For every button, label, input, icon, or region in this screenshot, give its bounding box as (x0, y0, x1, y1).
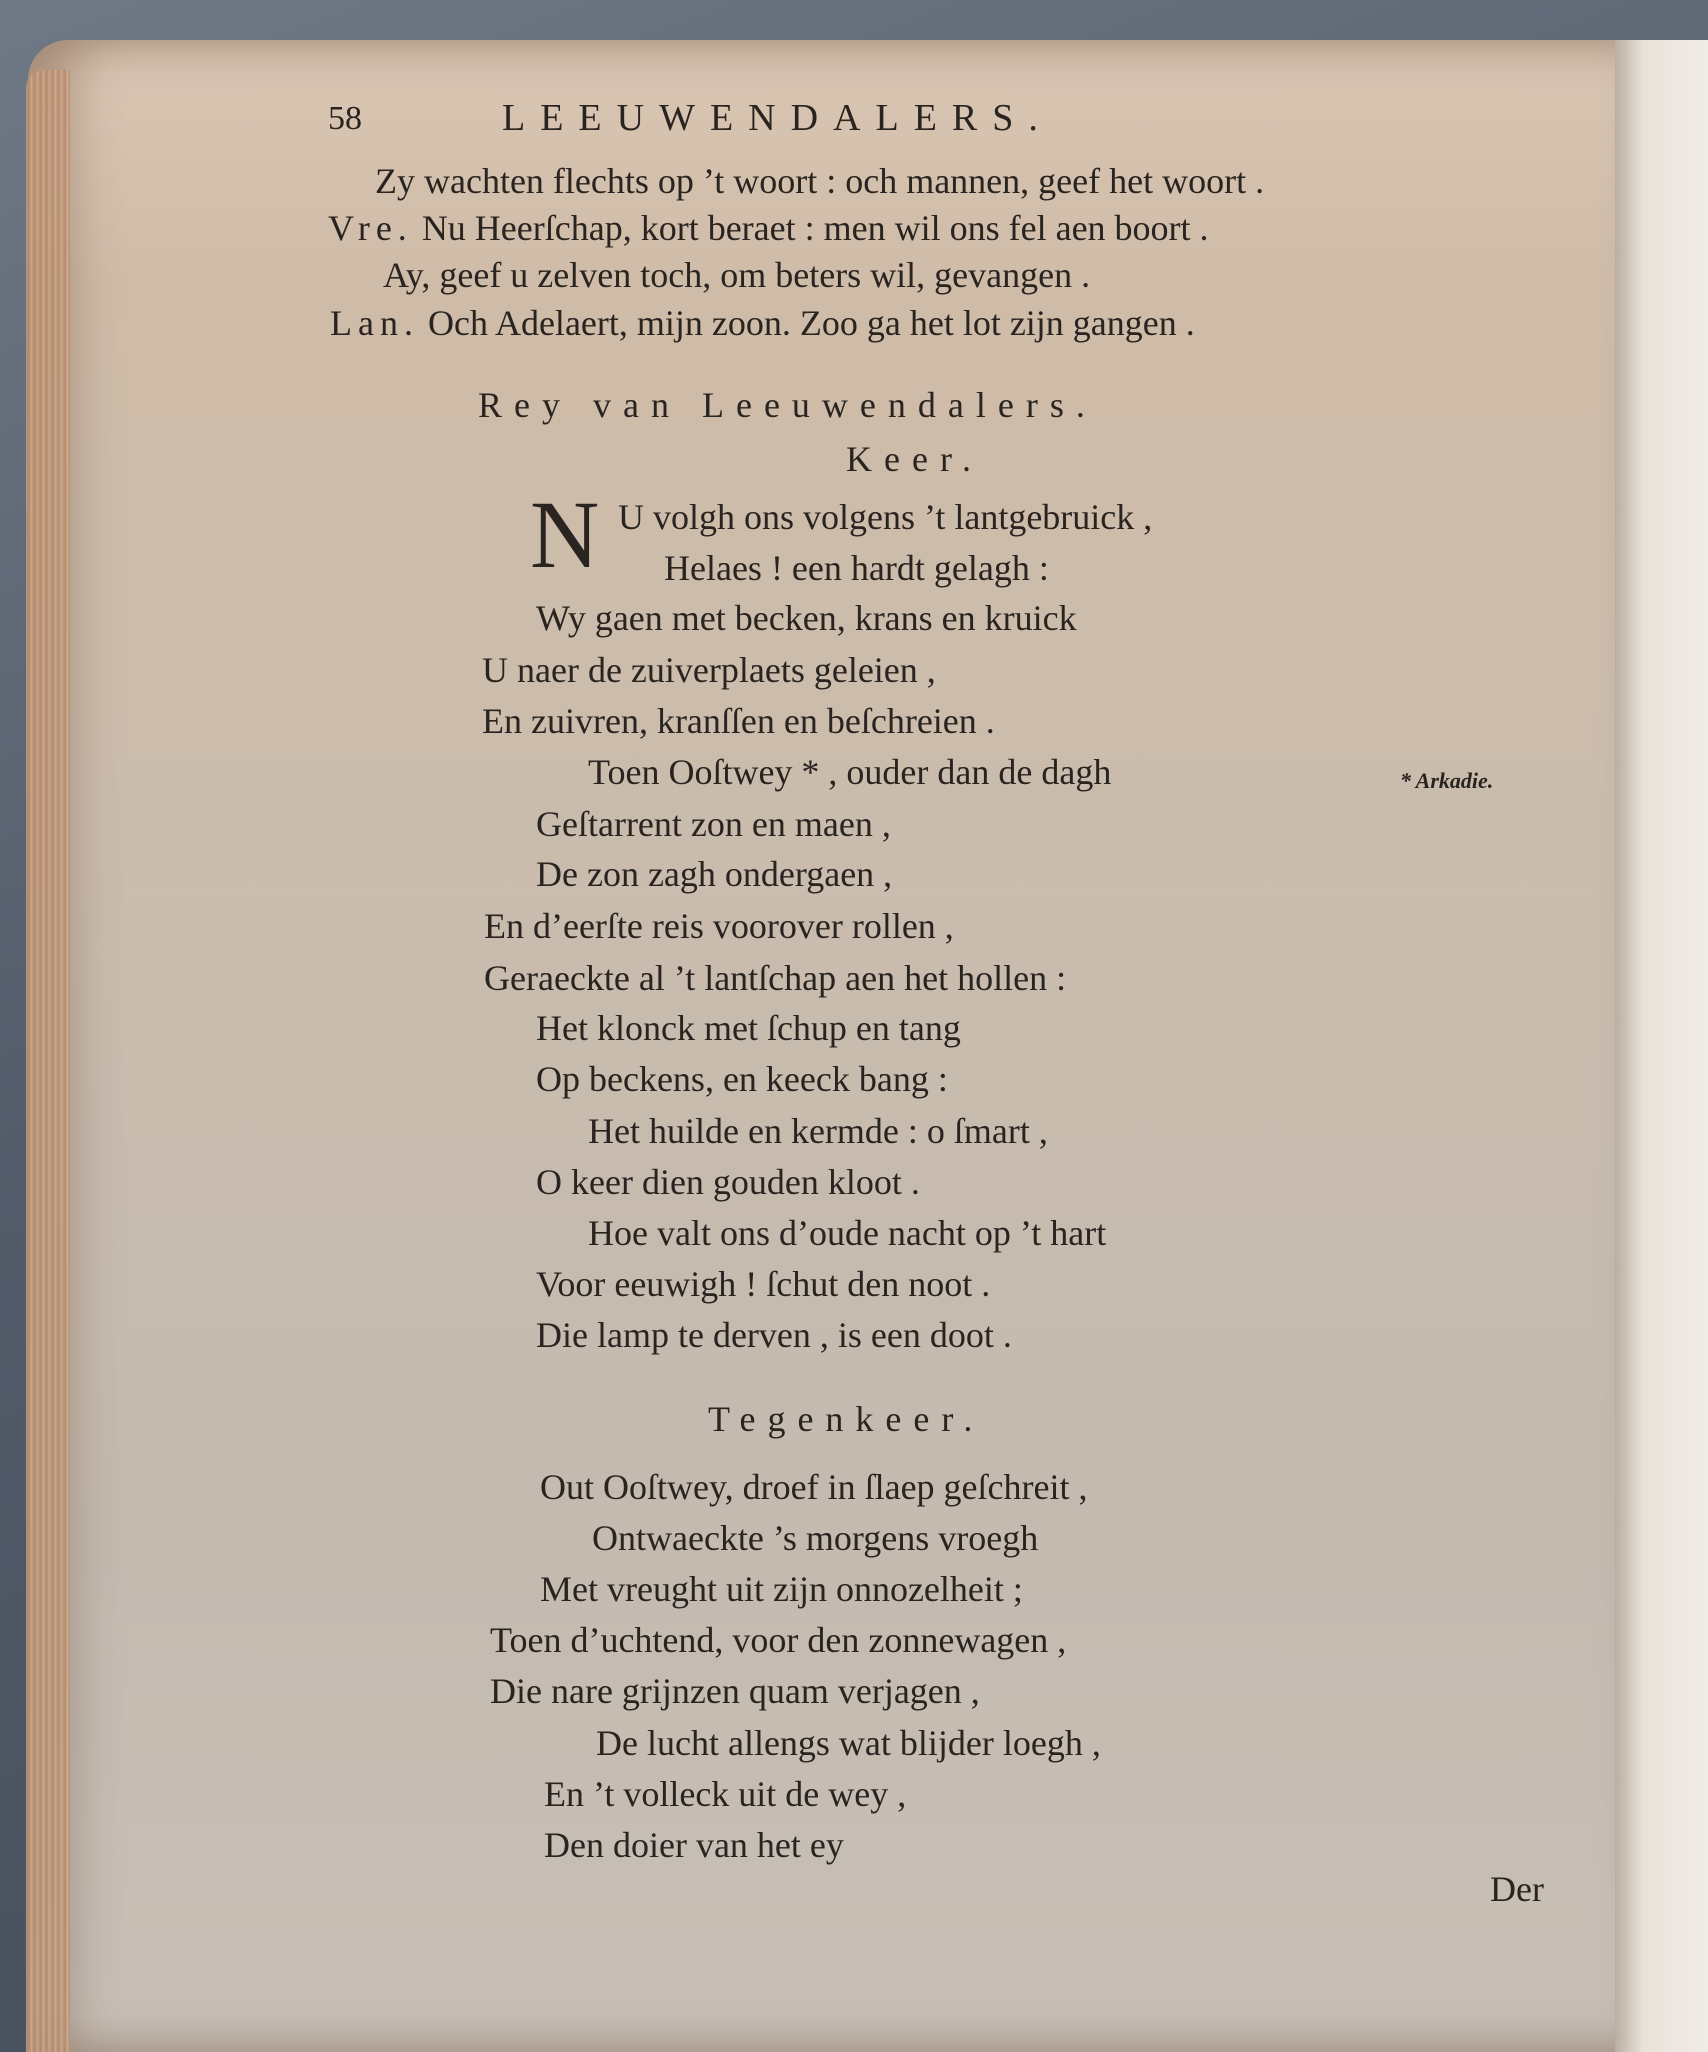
verse-line: Het klonck met ſchup en tang (536, 1008, 961, 1048)
verse-line: En d’eerſte reis voorover rollen , (484, 906, 954, 946)
speaker-label: Vre. (328, 208, 413, 248)
verse-line: Geſtarrent zon en maen , (536, 804, 891, 844)
page-edges (26, 70, 70, 2052)
verse-line: Met vreught uit zijn onnozelheit ; (540, 1569, 1023, 1609)
verse-line: Die nare grijnzen quam verjagen , (490, 1671, 980, 1711)
dialogue-text: Nu Heerſchap, kort beraet : men wil ons fel aen boort . (421, 208, 1209, 248)
dialogue-line (383, 254, 1090, 296)
dialogue-text: Ay, geef u zelven toch, om beters wil, gevangen . (383, 255, 1091, 295)
verse-line: Die lamp te derven , is een doot . (536, 1315, 1012, 1355)
verse-line: Het huilde en kermde : o ſmart , (588, 1111, 1048, 1151)
verse-line: En ’t volleck uit de wey , (544, 1774, 907, 1814)
dialogue-line (375, 160, 1264, 202)
verse-line: Toen Ooſtwey * , ouder dan de dagh (588, 752, 1112, 792)
dialogue-text: Och Adelaert, mijn zoon. Zoo ga het lot zijn gangen . (427, 303, 1195, 343)
section-heading-keer: Keer. (846, 439, 983, 479)
verse-line: Out Ooſtwey, droef in ſlaep geſchreit , (540, 1467, 1088, 1507)
verse-line: U naer de zuiverplaets geleien , (482, 650, 936, 690)
verse-line: Toen d’uchtend, voor den zonnewagen , (490, 1620, 1067, 1660)
verse-line: Op beckens, en keeck bang : (536, 1059, 948, 1099)
dialogue-line (330, 302, 1195, 344)
verse-line: Helaes ! een hardt gelagh : (664, 548, 1049, 588)
verse-line: Ontwaeckte ’s morgens vroegh (592, 1518, 1039, 1558)
running-title: LEEUWENDALERS. (502, 97, 1053, 139)
verse-line: Hoe valt ons d’oude nacht op ’t hart (588, 1213, 1107, 1253)
verse-line: O keer dien gouden kloot . (536, 1162, 920, 1202)
speaker-label: Lan. (330, 303, 419, 343)
verse-line: Wy gaen met becken, krans en kruick (536, 598, 1077, 638)
verse-line: En zuivren, kranſſen en beſchreien . (482, 701, 995, 741)
verse-line: De zon zagh ondergaen , (536, 854, 893, 894)
facing-page-edge (1615, 40, 1708, 2052)
section-heading-tegenkeer: Tegenkeer. (708, 1399, 985, 1439)
dialogue-line (328, 207, 1209, 249)
page-number: 58 (328, 100, 362, 137)
catchword: Der (1490, 1869, 1544, 1909)
verse-line: De lucht allengs wat blijder loegh , (596, 1723, 1101, 1763)
verse-line: U volgh ons volgens ’t lantgebruick , (618, 497, 1153, 537)
drop-cap: N (530, 481, 600, 588)
verse-line: Voor eeuwigh ! ſchut den noot . (536, 1264, 991, 1304)
margin-note: * Arkadie. (1400, 768, 1494, 793)
chorus-title: Rey van Leeuwendalers. (478, 385, 1097, 425)
verse-line: Geraeckte al ’t lantſchap aen het hollen : (484, 958, 1067, 998)
dialogue-text: Zy wachten flechts op ’t woort : och mannen, geef het woort . (375, 161, 1265, 201)
verse-line: Den doier van het ey (544, 1825, 844, 1865)
